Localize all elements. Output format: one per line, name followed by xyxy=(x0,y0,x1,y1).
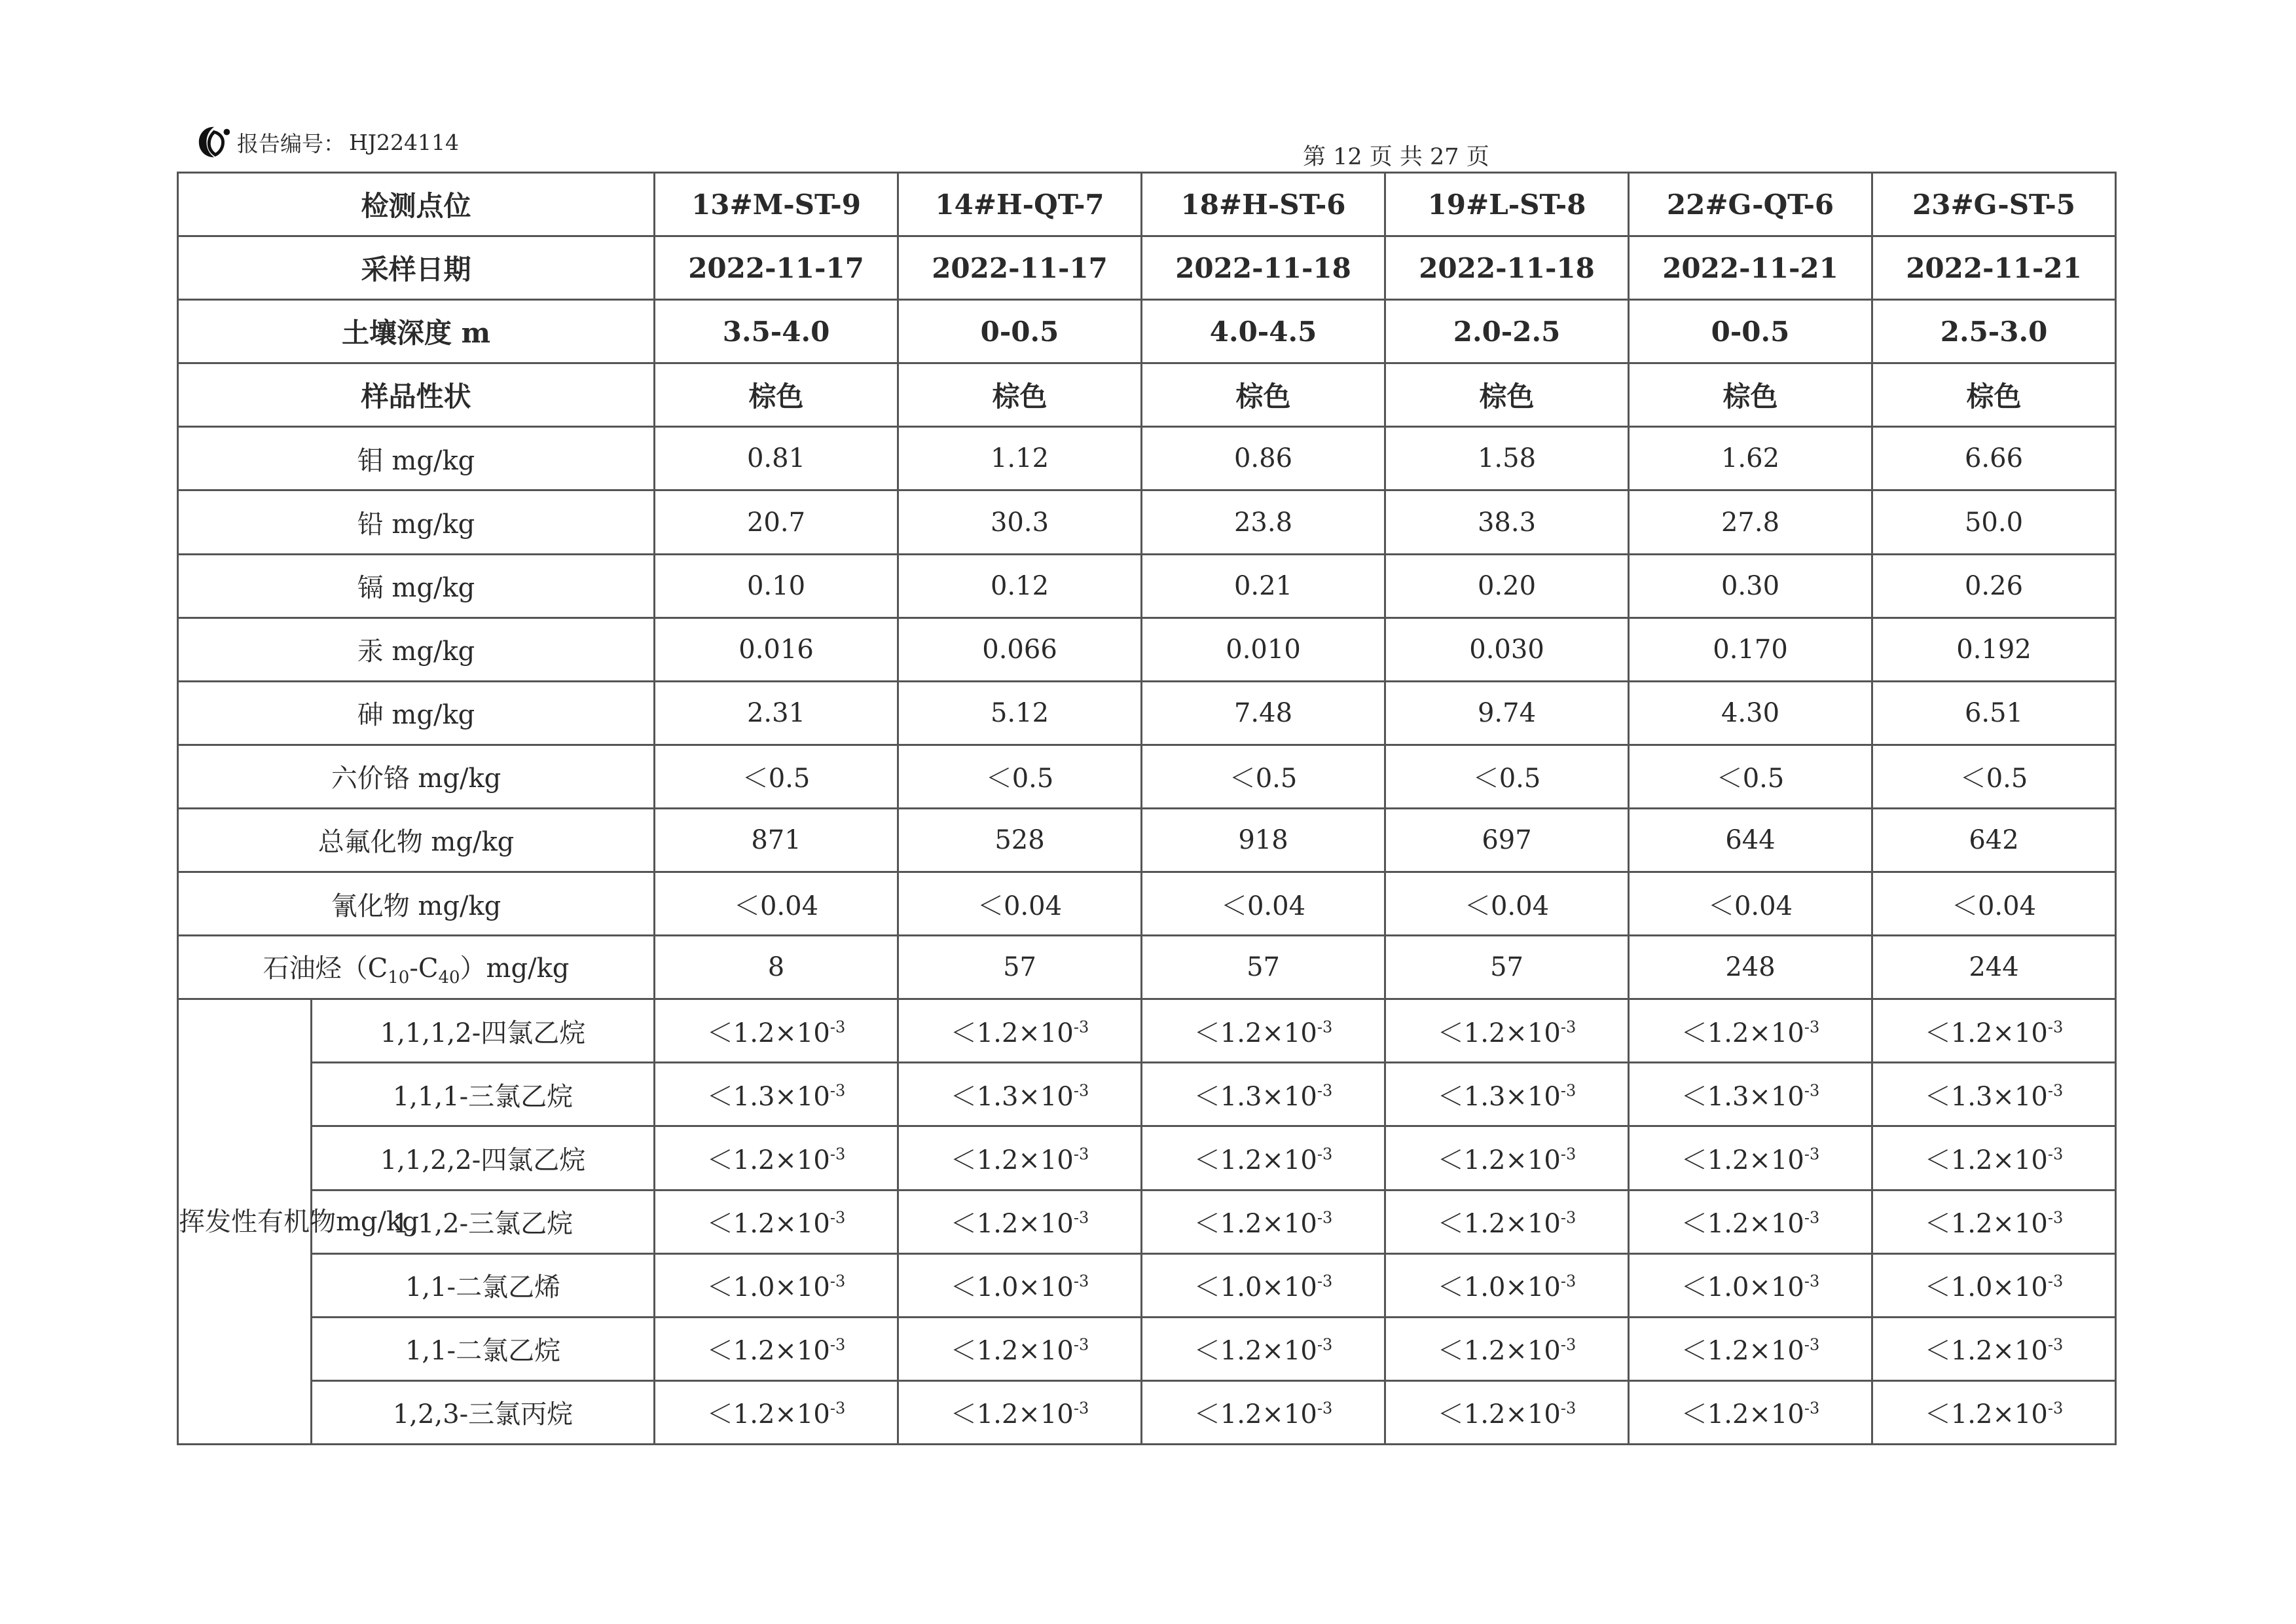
value-base: ＜1.2×10 xyxy=(1437,1336,1561,1367)
value-cell xyxy=(898,1253,1142,1317)
header-row xyxy=(178,236,2116,300)
value-cell: 918 xyxy=(1142,808,1385,872)
header-cell: 棕色 xyxy=(898,363,1142,427)
value-cell: 38.3 xyxy=(1385,490,1629,554)
row-label: 铅 mg/kg xyxy=(178,490,655,554)
value-base: ＜1.2×10 xyxy=(1681,1336,1804,1367)
voc-row xyxy=(178,999,2116,1063)
value-cell: 6.66 xyxy=(1872,427,2116,490)
value-base: ＜1.2×10 xyxy=(706,1399,830,1430)
value-cell: 20.7 xyxy=(655,490,898,554)
value-cell xyxy=(655,1317,898,1380)
header-cell: 0-0.5 xyxy=(898,300,1142,363)
row-label: 土壤深度 m xyxy=(178,300,655,363)
value-base: ＜1.3×10 xyxy=(950,1081,1074,1112)
label-part: 10 xyxy=(388,967,410,987)
test-results-table xyxy=(177,172,2117,1445)
value-cell xyxy=(898,1063,1142,1126)
header-row xyxy=(178,300,2116,363)
value-cell xyxy=(1872,1190,2116,1253)
voc-row xyxy=(178,1253,2116,1317)
company-logo-icon xyxy=(195,123,233,161)
value-cell: 0.030 xyxy=(1385,618,1629,681)
report-number-label: 报告编号： xyxy=(237,130,345,157)
value-cell xyxy=(1142,1317,1385,1380)
value-exponent: -3 xyxy=(1560,1208,1576,1227)
compound-label: 1,1,1,2-四氯乙烷 xyxy=(312,999,655,1063)
value-cell xyxy=(1872,1126,2116,1190)
value-exponent: -3 xyxy=(1073,1018,1089,1037)
value-cell xyxy=(1629,1317,1872,1380)
value-base: ＜1.2×10 xyxy=(1681,1209,1804,1240)
value-cell: 8 xyxy=(655,936,898,999)
value-cell xyxy=(1629,1126,1872,1190)
value-exponent: -3 xyxy=(1073,1399,1089,1418)
value-exponent: -3 xyxy=(2047,1208,2064,1227)
header-cell: 2022-11-17 xyxy=(655,236,898,300)
header-cell: 棕色 xyxy=(1385,363,1629,427)
value-cell: 697 xyxy=(1385,808,1629,872)
voc-row xyxy=(178,1317,2116,1380)
value-base: ＜1.2×10 xyxy=(950,1336,1074,1367)
value-cell: 9.74 xyxy=(1385,681,1629,745)
table-row xyxy=(178,745,2116,808)
table-row xyxy=(178,554,2116,618)
value-cell: 1.58 xyxy=(1385,427,1629,490)
value-cell: ＜0.04 xyxy=(1385,872,1629,936)
value-cell xyxy=(655,999,898,1063)
header-cell: 19#L-ST-8 xyxy=(1385,173,1629,236)
value-base: ＜1.3×10 xyxy=(1194,1081,1317,1112)
label-part: -C xyxy=(409,953,439,984)
value-exponent: -3 xyxy=(829,1145,846,1164)
value-cell: 0.170 xyxy=(1629,618,1872,681)
value-cell xyxy=(1385,1126,1629,1190)
value-cell xyxy=(655,1253,898,1317)
value-base: ＜1.2×10 xyxy=(1681,1145,1804,1175)
value-exponent: -3 xyxy=(2047,1272,2064,1291)
value-cell: 0.192 xyxy=(1872,618,2116,681)
value-cell: 0.016 xyxy=(655,618,898,681)
header-cell: 0-0.5 xyxy=(1629,300,1872,363)
value-base: ＜1.2×10 xyxy=(1194,1018,1317,1048)
value-cell: 1.62 xyxy=(1629,427,1872,490)
value-exponent: -3 xyxy=(829,1208,846,1227)
value-cell xyxy=(898,1190,1142,1253)
value-exponent: -3 xyxy=(1804,1018,1820,1037)
value-exponent: -3 xyxy=(1804,1272,1820,1291)
value-base: ＜1.2×10 xyxy=(1194,1209,1317,1240)
value-cell: 1.12 xyxy=(898,427,1142,490)
value-cell: 528 xyxy=(898,808,1142,872)
value-exponent: -3 xyxy=(1073,1335,1089,1354)
value-cell xyxy=(1142,1126,1385,1190)
value-base: ＜1.0×10 xyxy=(1681,1272,1804,1303)
value-cell xyxy=(655,1190,898,1253)
header-cell: 23#G-ST-5 xyxy=(1872,173,2116,236)
value-exponent: -3 xyxy=(1560,1081,1576,1100)
page-number-text: 第 12 页 共 27 页 xyxy=(1303,144,1489,170)
value-exponent: -3 xyxy=(1317,1272,1333,1291)
value-exponent: -3 xyxy=(829,1018,846,1037)
voc-row xyxy=(178,1126,2116,1190)
value-cell xyxy=(1872,1380,2116,1444)
value-cell: ＜0.04 xyxy=(1872,872,2116,936)
value-exponent: -3 xyxy=(1317,1145,1333,1164)
label-part: 石油烃（C xyxy=(263,953,388,984)
header-row xyxy=(178,173,2116,236)
row-label: 氰化物 mg/kg xyxy=(178,872,655,936)
value-cell xyxy=(655,1380,898,1444)
value-base: ＜1.0×10 xyxy=(706,1272,830,1303)
value-cell: ＜0.5 xyxy=(1872,745,2116,808)
report-header xyxy=(195,123,459,161)
header-cell: 22#G-QT-6 xyxy=(1629,173,1872,236)
value-exponent: -3 xyxy=(1804,1081,1820,1100)
compound-label: 1,2,3-三氯丙烷 xyxy=(312,1380,655,1444)
value-cell: 57 xyxy=(1385,936,1629,999)
header-cell: 棕色 xyxy=(1142,363,1385,427)
value-cell xyxy=(898,1126,1142,1190)
value-exponent: -3 xyxy=(2047,1335,2064,1354)
value-base: ＜1.0×10 xyxy=(950,1272,1074,1303)
value-base: ＜1.2×10 xyxy=(950,1145,1074,1175)
header-cell: 2022-11-18 xyxy=(1142,236,1385,300)
header-cell: 3.5-4.0 xyxy=(655,300,898,363)
header-cell: 4.0-4.5 xyxy=(1142,300,1385,363)
value-cell: 0.010 xyxy=(1142,618,1385,681)
value-cell xyxy=(1142,1190,1385,1253)
value-cell: 6.51 xyxy=(1872,681,2116,745)
compound-label: 1,1,2,2-四氯乙烷 xyxy=(312,1126,655,1190)
value-cell: 0.21 xyxy=(1142,554,1385,618)
header-row xyxy=(178,363,2116,427)
value-base: ＜1.3×10 xyxy=(706,1081,830,1112)
value-cell: ＜0.04 xyxy=(1629,872,1872,936)
value-base: ＜1.2×10 xyxy=(706,1145,830,1175)
value-cell: ＜0.5 xyxy=(1142,745,1385,808)
value-base: ＜1.2×10 xyxy=(950,1209,1074,1240)
value-exponent: -3 xyxy=(1073,1272,1089,1291)
value-cell xyxy=(1872,999,2116,1063)
table-row xyxy=(178,872,2116,936)
value-cell: 244 xyxy=(1872,936,2116,999)
row-label: 六价铬 mg/kg xyxy=(178,745,655,808)
value-base: ＜1.2×10 xyxy=(706,1209,830,1240)
row-label: 采样日期 xyxy=(178,236,655,300)
header-cell: 2022-11-21 xyxy=(1629,236,1872,300)
value-cell: 642 xyxy=(1872,808,2116,872)
value-exponent: -3 xyxy=(829,1081,846,1100)
value-cell xyxy=(1142,1063,1385,1126)
value-base: ＜1.3×10 xyxy=(1924,1081,2048,1112)
compound-label: 1,1-二氯乙烷 xyxy=(312,1317,655,1380)
value-cell: 0.20 xyxy=(1385,554,1629,618)
header-cell: 2.5-3.0 xyxy=(1872,300,2116,363)
compound-label: 1,1-二氯乙烯 xyxy=(312,1253,655,1317)
row-label: 钼 mg/kg xyxy=(178,427,655,490)
header-cell: 2022-11-21 xyxy=(1872,236,2116,300)
value-cell xyxy=(898,999,1142,1063)
value-exponent: -3 xyxy=(2047,1081,2064,1100)
value-base: ＜1.2×10 xyxy=(1924,1018,2048,1048)
value-cell: 0.81 xyxy=(655,427,898,490)
header-cell: 2022-11-18 xyxy=(1385,236,1629,300)
table-row xyxy=(178,618,2116,681)
value-base: ＜1.3×10 xyxy=(1437,1081,1561,1112)
label-part: ）mg/kg xyxy=(460,953,570,984)
value-exponent: -3 xyxy=(1317,1081,1333,1100)
value-exponent: -3 xyxy=(1560,1335,1576,1354)
value-exponent: -3 xyxy=(2047,1145,2064,1164)
value-cell xyxy=(1385,1380,1629,1444)
value-cell: 7.48 xyxy=(1142,681,1385,745)
value-base: ＜1.2×10 xyxy=(1924,1209,2048,1240)
value-cell: 0.30 xyxy=(1629,554,1872,618)
header-cell: 2.0-2.5 xyxy=(1385,300,1629,363)
label-part: 40 xyxy=(438,967,460,987)
value-base: ＜1.2×10 xyxy=(1194,1145,1317,1175)
value-base: ＜1.2×10 xyxy=(1924,1145,2048,1175)
value-cell xyxy=(1629,999,1872,1063)
value-exponent: -3 xyxy=(1804,1145,1820,1164)
value-cell xyxy=(1385,1253,1629,1317)
value-base: ＜1.2×10 xyxy=(1437,1209,1561,1240)
header-cell: 棕色 xyxy=(1872,363,2116,427)
value-cell: 2.31 xyxy=(655,681,898,745)
value-exponent: -3 xyxy=(2047,1018,2064,1037)
value-cell: 30.3 xyxy=(898,490,1142,554)
value-base: ＜1.2×10 xyxy=(1681,1399,1804,1430)
value-cell: 0.12 xyxy=(898,554,1142,618)
value-cell: 0.26 xyxy=(1872,554,2116,618)
value-exponent: -3 xyxy=(1560,1399,1576,1418)
value-exponent: -3 xyxy=(1560,1145,1576,1164)
value-cell: ＜0.5 xyxy=(898,745,1142,808)
row-label: 样品性状 xyxy=(178,363,655,427)
value-base: ＜1.2×10 xyxy=(1194,1336,1317,1367)
voc-row xyxy=(178,1190,2116,1253)
value-base: ＜1.2×10 xyxy=(1437,1018,1561,1048)
value-exponent: -3 xyxy=(829,1272,846,1291)
header-cell: 18#H-ST-6 xyxy=(1142,173,1385,236)
value-cell xyxy=(1629,1063,1872,1126)
value-exponent: -3 xyxy=(1804,1335,1820,1354)
value-base: ＜1.2×10 xyxy=(950,1018,1074,1048)
value-cell xyxy=(1872,1253,2116,1317)
table-row xyxy=(178,427,2116,490)
value-cell xyxy=(655,1126,898,1190)
page-indicator xyxy=(1303,139,1489,172)
voc-row xyxy=(178,1380,2116,1444)
compound-label: 1,1,1-三氯乙烷 xyxy=(312,1063,655,1126)
row-label: 总氟化物 mg/kg xyxy=(178,808,655,872)
value-cell xyxy=(1385,1063,1629,1126)
value-base: ＜1.2×10 xyxy=(950,1399,1074,1430)
voc-row xyxy=(178,1063,2116,1126)
value-base: ＜1.0×10 xyxy=(1194,1272,1317,1303)
value-cell xyxy=(1385,999,1629,1063)
value-cell: 57 xyxy=(898,936,1142,999)
value-cell: ＜0.04 xyxy=(898,872,1142,936)
header-cell: 棕色 xyxy=(655,363,898,427)
table-row xyxy=(178,936,2116,999)
value-cell: 23.8 xyxy=(1142,490,1385,554)
compound-label: 1,1,2-三氯乙烷 xyxy=(312,1190,655,1253)
value-cell xyxy=(1385,1317,1629,1380)
header-cell: 14#H-QT-7 xyxy=(898,173,1142,236)
value-exponent: -3 xyxy=(1317,1018,1333,1037)
value-cell: ＜0.5 xyxy=(1629,745,1872,808)
value-exponent: -3 xyxy=(1317,1335,1333,1354)
value-cell xyxy=(1385,1190,1629,1253)
value-exponent: -3 xyxy=(1073,1081,1089,1100)
value-base: ＜1.2×10 xyxy=(1437,1145,1561,1175)
value-cell: ＜0.5 xyxy=(1385,745,1629,808)
header-cell: 棕色 xyxy=(1629,363,1872,427)
value-cell: 871 xyxy=(655,808,898,872)
value-cell xyxy=(1629,1253,1872,1317)
row-label: 检测点位 xyxy=(178,173,655,236)
value-base: ＜1.0×10 xyxy=(1924,1272,2048,1303)
value-cell: ＜0.5 xyxy=(655,745,898,808)
value-base: ＜1.3×10 xyxy=(1681,1081,1804,1112)
row-label: 镉 mg/kg xyxy=(178,554,655,618)
value-cell xyxy=(1629,1380,1872,1444)
value-exponent: -3 xyxy=(829,1335,846,1354)
header-cell: 13#M-ST-9 xyxy=(655,173,898,236)
header-cell: 2022-11-17 xyxy=(898,236,1142,300)
value-exponent: -3 xyxy=(1804,1399,1820,1418)
value-exponent: -3 xyxy=(1560,1018,1576,1037)
value-base: ＜1.2×10 xyxy=(1681,1018,1804,1048)
value-cell: 27.8 xyxy=(1629,490,1872,554)
report-number: HJ224114 xyxy=(349,129,459,155)
row-label: 汞 mg/kg xyxy=(178,618,655,681)
value-exponent: -3 xyxy=(1804,1208,1820,1227)
value-cell xyxy=(1142,999,1385,1063)
value-cell: 0.86 xyxy=(1142,427,1385,490)
row-label xyxy=(178,936,655,999)
value-base: ＜1.2×10 xyxy=(706,1336,830,1367)
voc-group-label: 挥发性有机物mg/kg xyxy=(178,999,312,1445)
table-row xyxy=(178,490,2116,554)
value-cell xyxy=(1872,1317,2116,1380)
value-cell xyxy=(1872,1063,2116,1126)
value-cell: 0.066 xyxy=(898,618,1142,681)
table-row xyxy=(178,808,2116,872)
value-cell xyxy=(1629,1190,1872,1253)
value-base: ＜1.2×10 xyxy=(1924,1399,2048,1430)
value-cell: ＜0.04 xyxy=(655,872,898,936)
value-exponent: -3 xyxy=(1317,1399,1333,1418)
value-cell: 50.0 xyxy=(1872,490,2116,554)
value-cell: ＜0.04 xyxy=(1142,872,1385,936)
value-exponent: -3 xyxy=(1073,1208,1089,1227)
row-label: 砷 mg/kg xyxy=(178,681,655,745)
value-cell: 57 xyxy=(1142,936,1385,999)
value-exponent: -3 xyxy=(1317,1208,1333,1227)
value-cell: 5.12 xyxy=(898,681,1142,745)
value-cell: 248 xyxy=(1629,936,1872,999)
value-exponent: -3 xyxy=(1073,1145,1089,1164)
value-exponent: -3 xyxy=(2047,1399,2064,1418)
value-base: ＜1.2×10 xyxy=(1924,1336,2048,1367)
value-cell: 0.10 xyxy=(655,554,898,618)
value-cell xyxy=(1142,1380,1385,1444)
value-cell xyxy=(898,1317,1142,1380)
value-cell: 4.30 xyxy=(1629,681,1872,745)
value-base: ＜1.2×10 xyxy=(1194,1399,1317,1430)
value-base: ＜1.2×10 xyxy=(1437,1399,1561,1430)
value-cell: 644 xyxy=(1629,808,1872,872)
value-exponent: -3 xyxy=(1560,1272,1576,1291)
value-cell xyxy=(1142,1253,1385,1317)
value-base: ＜1.0×10 xyxy=(1437,1272,1561,1303)
value-cell xyxy=(655,1063,898,1126)
table-row xyxy=(178,681,2116,745)
value-exponent: -3 xyxy=(829,1399,846,1418)
value-cell xyxy=(898,1380,1142,1444)
value-base: ＜1.2×10 xyxy=(706,1018,830,1048)
